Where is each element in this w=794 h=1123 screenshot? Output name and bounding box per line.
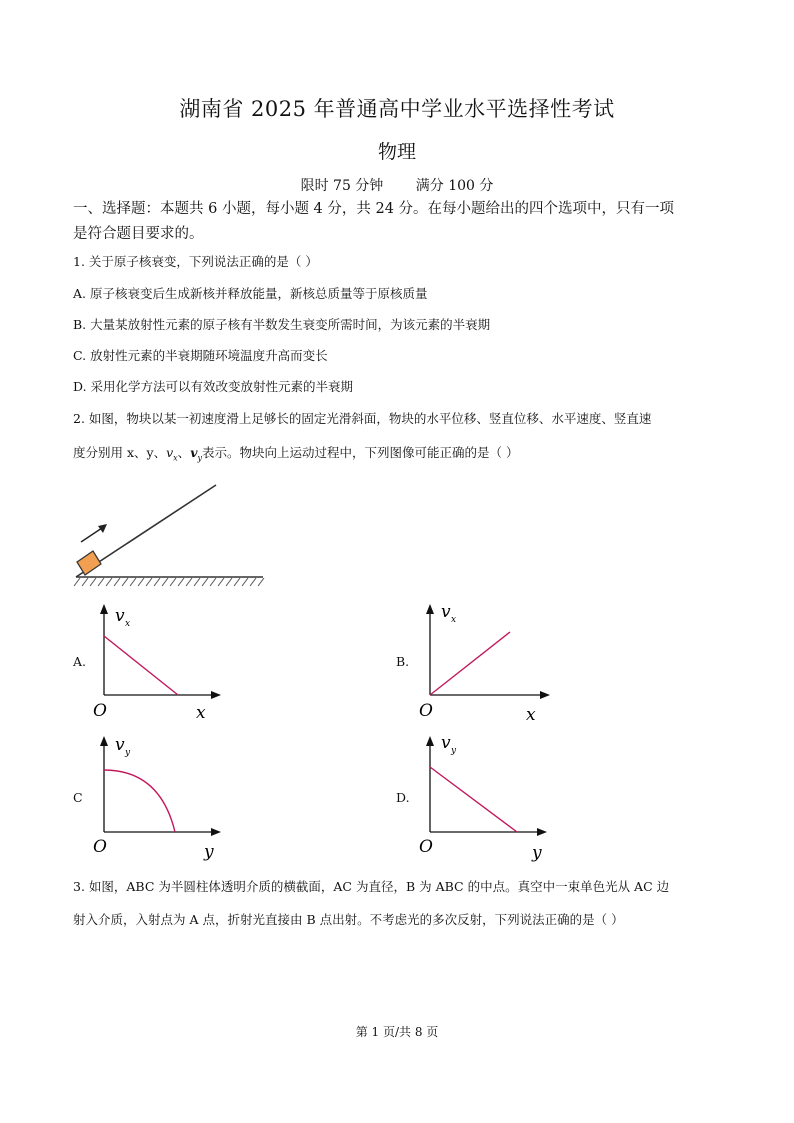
graph-a-origin: O [93, 701, 107, 721]
q1-option-a: A. 原子核衰变后生成新核并释放能量，新核总质量等于原核质量 [73, 286, 428, 301]
graph-a [88, 600, 228, 725]
q1-stem: 1. 关于原子核衰变，下列说法正确的是（ ） [73, 254, 318, 269]
graph-d-xlabel: y [532, 843, 542, 862]
graph-b-ysub: x [451, 615, 457, 625]
graph-c-ylabel: v [115, 735, 125, 755]
graph-d-line [430, 767, 517, 832]
q2-stem-post: 表示。物块向上运动过程中，下列图像可能正确的是（ ） [201, 445, 519, 460]
subject-title: 物理 [377, 141, 416, 163]
full-score: 满分 100 分 [415, 178, 494, 194]
exam-timing [0, 175, 794, 195]
graph-b-xlabel: x [526, 705, 536, 725]
graph-b-origin: O [419, 701, 433, 721]
graph-d-origin: O [419, 837, 433, 857]
q2-stem-pre: 度分别用 x、y、 [73, 445, 167, 460]
graph-a-xlabel: x [196, 703, 206, 723]
graph-c-origin: O [93, 837, 107, 857]
q2-option-b-label: B. [396, 654, 410, 669]
q2-stem-line2 [73, 443, 518, 469]
block [77, 551, 101, 575]
q3-stem-line1: 3. 如图，ABC 为半圆柱体透明介质的横截面，AC 为直径，B 为 ABC 的中点。真空中一束单色光从 AC 边 [73, 879, 670, 894]
section-heading-line2: 是符合题目要求的。 [73, 226, 204, 242]
q2-option-d-label: D. [396, 790, 410, 805]
q2-stem-line1: 2. 如图，物块以某一初速度滑上足够长的固定光滑斜面，物块的水平位移、竖直位移、水平速度、竖直速 [73, 411, 652, 426]
graph-a-ysub: x [125, 619, 131, 629]
graph-d [414, 732, 554, 862]
q3-stem-line2: 射入介质，入射点为 A 点，折射光直接由 B 点出射。不考虑光的多次反射，下列说法正确的是（ ） [73, 912, 624, 927]
q1-option-d: D. 采用化学方法可以有效改变放射性元素的半衰期 [73, 379, 354, 394]
page-footer: 第 1 页/共 8 页 [355, 1025, 439, 1039]
vy-symbol: $v_y$ [190, 445, 202, 463]
q2-option-c-label: C [73, 790, 83, 805]
incline-figure [70, 478, 270, 593]
section-heading-line1: 一、选择题：本题共 6 小题，每小题 4 分，共 24 分。在每小题给出的四个选项中，只有一项 [73, 201, 675, 217]
q2-option-a-label: A. [73, 654, 87, 669]
graph-c-curve [104, 770, 175, 832]
graph-d-ylabel: v [441, 733, 451, 753]
exam-title: 湖南省 2025 年普通高中学业水平选择性考试 [179, 97, 615, 121]
graph-b-ylabel: v [441, 602, 451, 622]
graph-d-ysub: y [451, 746, 457, 756]
graph-c [88, 732, 228, 862]
ground-hatching [74, 578, 264, 586]
time-limit: 限时 75 分钟 [300, 178, 384, 194]
graph-a-ylabel: v [115, 606, 125, 626]
velocity-arrow-head [98, 524, 107, 533]
graph-b [414, 600, 554, 725]
section-heading [73, 197, 723, 247]
q1-option-b: B. 大量某放射性元素的原子核有半数发生衰变所需时间，为该元素的半衰期 [73, 317, 491, 332]
q1-option-c: C. 放射性元素的半衰期随环境温度升高而变长 [73, 348, 328, 363]
vx-symbol: $v_x$ [166, 445, 178, 463]
graph-c-xlabel: y [204, 842, 214, 862]
q2-stem-mid: 、 [177, 445, 191, 460]
graph-b-line [430, 632, 510, 695]
graph-c-ysub: y [125, 748, 131, 758]
graph-a-line [104, 636, 178, 695]
